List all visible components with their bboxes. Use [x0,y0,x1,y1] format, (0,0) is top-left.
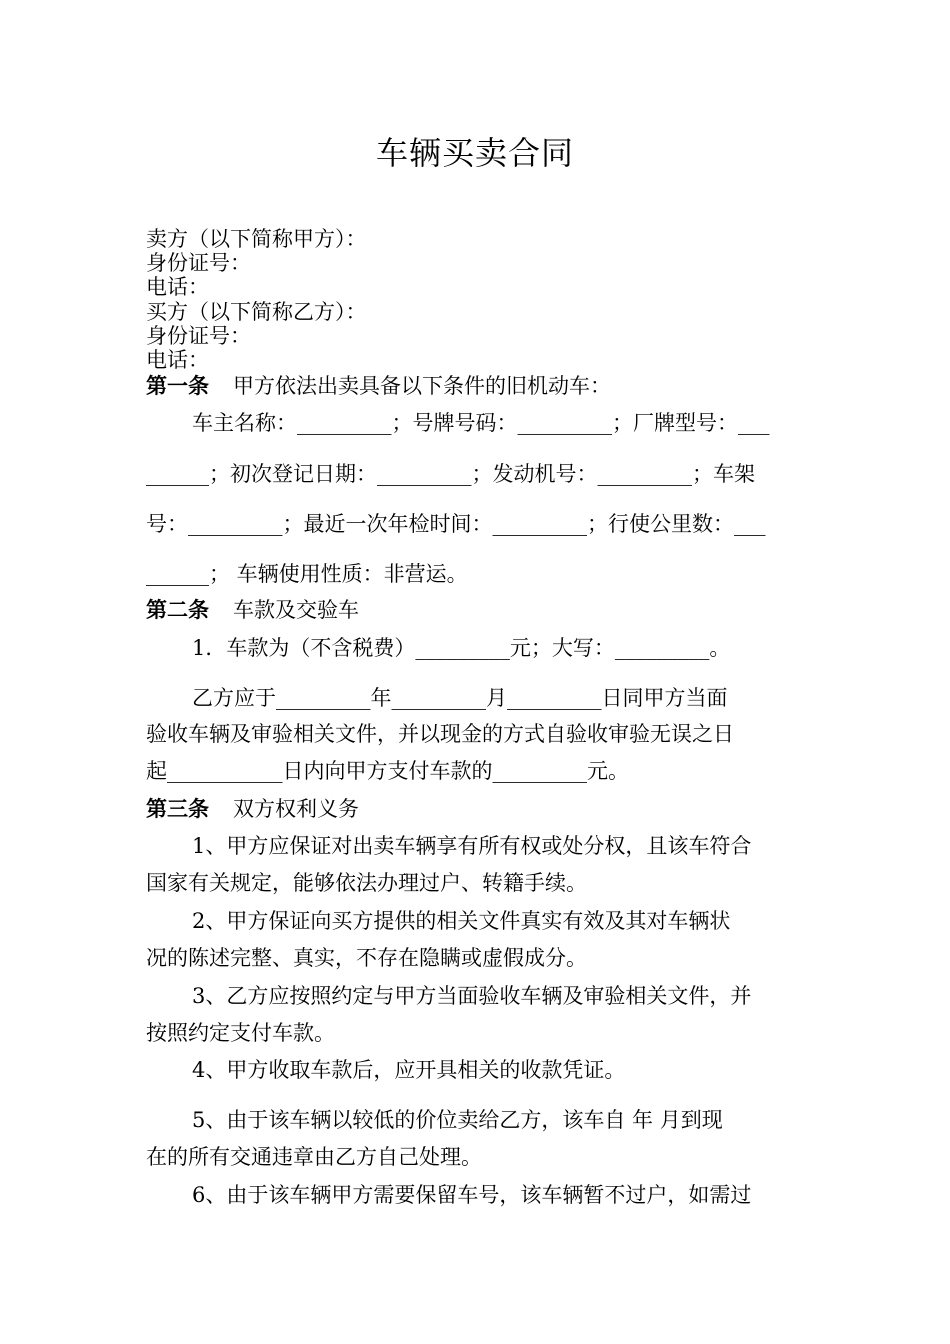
article-1-line: 车主名称：_________；号牌号码：_________；厂牌型号：___ [192,411,770,435]
article-1-heading-line [146,373,611,399]
article-1-heading: 第一条 [146,373,209,398]
buyer-name-line: 买方（以下简称乙方）： [146,300,367,324]
article-3-line: 4、甲方收取车款后，应开具相关的收款凭证。 [192,1058,626,1082]
article-3-title: 双方权利义务 [233,797,359,821]
article-3-line: 国家有关规定，能够依法办理过户、转籍手续。 [146,871,587,895]
article-3-heading: 第三条 [146,796,209,821]
article-1-line: ______； 车辆使用性质：非营运。 [146,562,468,586]
article-3-line: 2、甲方保证向买方提供的相关文件真实有效及其对车辆状 [192,909,731,933]
seller-phone-line: 电话： [146,275,209,299]
article-2-line: 验收车辆及审验相关文件，并以现金的方式自验收审验无误之日 [146,722,734,746]
seller-name-line: 卖方（以下简称甲方）： [146,227,367,251]
article-2-line: 1．车款为（不含税费）_________元；大写：_________。 [192,636,731,660]
document-title: 车辆买卖合同 [375,134,574,172]
article-2-title: 车款及交验车 [233,598,359,622]
article-2-line: 起___________日内向甲方支付车款的_________元。 [146,759,629,783]
buyer-id-line: 身份证号： [146,324,251,348]
article-1-line: ______；初次登记日期：_________；发动机号：_________；车架 [146,462,755,486]
article-3-heading-line [146,796,359,822]
article-2-heading: 第二条 [146,597,209,622]
article-1-line: 号：_________；最近一次年检时间：_________；行使公里数：___ [146,512,766,536]
article-3-line: 5、由于该车辆以较低的价位卖给乙方，该车自 年 月到现 [192,1108,723,1132]
article-3-line: 6、由于该车辆甲方需要保留车号，该车辆暂不过户，如需过 [192,1183,752,1207]
buyer-phone-line: 电话： [146,348,209,372]
article-2-line: 乙方应于_________年_________月_________日同甲方当面 [192,686,728,710]
article-3-line: 在的所有交通违章由乙方自己处理。 [146,1145,482,1169]
article-3-line: 按照约定支付车款。 [146,1021,335,1045]
seller-id-line: 身份证号： [146,251,251,275]
article-2-heading-line [146,597,359,623]
article-3-line: 1、甲方应保证对出卖车辆享有所有权或处分权，且该车符合 [192,834,752,858]
article-3-line: 况的陈述完整、真实，不存在隐瞒或虚假成分。 [146,946,587,970]
article-1-title: 甲方依法出卖具备以下条件的旧机动车： [233,374,611,398]
article-3-line: 3、乙方应按照约定与甲方当面验收车辆及审验相关文件，并 [192,984,752,1008]
